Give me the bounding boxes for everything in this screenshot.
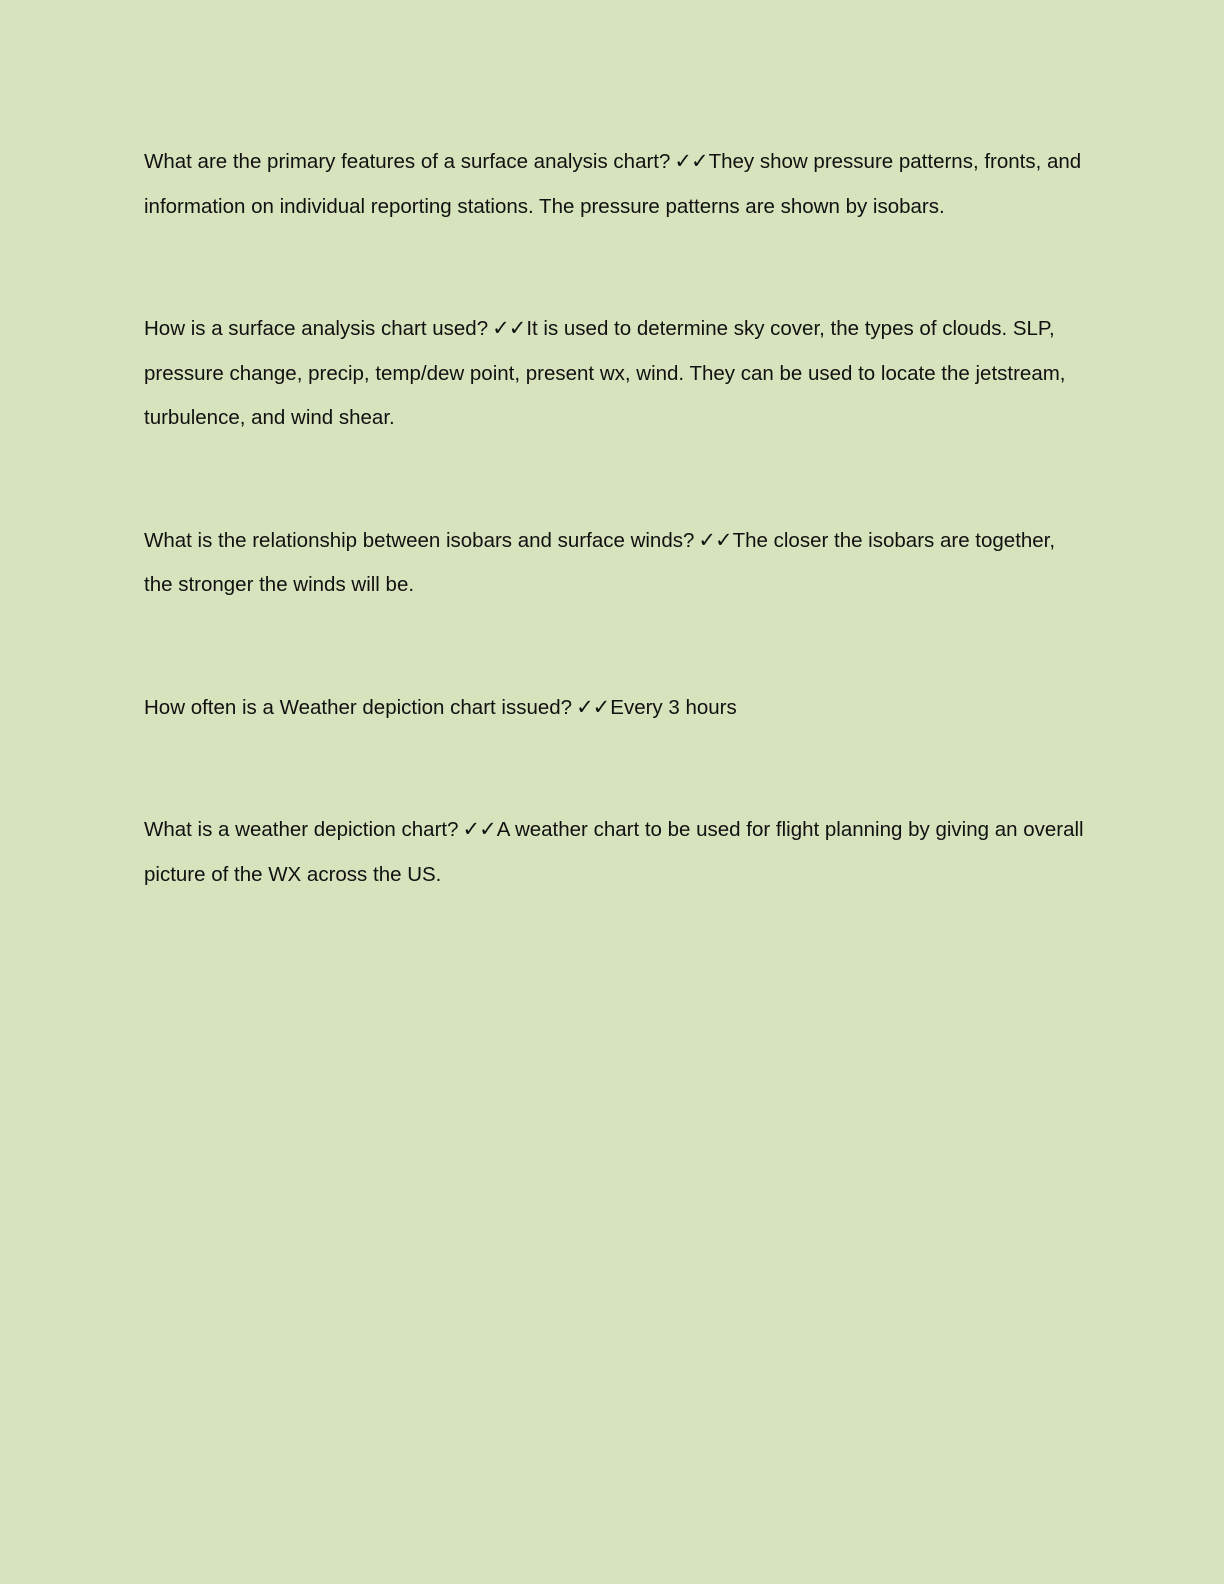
- qa-item: [144, 685, 1084, 731]
- question-text: What are the primary features of a surface analysis chart?: [144, 150, 671, 173]
- qa-item: [144, 518, 1084, 608]
- answer-text: The closer the isobars are together, the stronger the winds will be.: [144, 528, 1056, 596]
- qa-item: [144, 139, 1084, 229]
- answer-text: A weather chart to be used for flight planning by giving an overall picture of the WX across the US.: [144, 818, 1084, 886]
- qa-item: [144, 306, 1084, 441]
- question-text: How is a surface analysis chart used?: [144, 317, 489, 340]
- answer-text: It is used to determine sky cover, the types of clouds. SLP, pressure change, precip, temp/dew point, present wx, wind. They can be used to locate the jetstream, turbulence, and wind shear.: [144, 317, 1066, 429]
- double-check-icon: ✓✓: [492, 316, 526, 340]
- double-check-icon: ✓✓: [462, 817, 496, 841]
- double-check-icon: ✓✓: [698, 527, 732, 552]
- document-body: [144, 139, 1084, 897]
- answer-text: Every 3 hours: [610, 695, 737, 719]
- answer-text: They show pressure patterns, fronts, and information on individual reporting stations. The pressure patterns are shown by isobars.: [144, 150, 1082, 218]
- qa-item: [144, 807, 1084, 897]
- question-text: How often is a Weather depiction chart issued?: [144, 695, 573, 719]
- question-text: What is a weather depiction chart?: [144, 818, 459, 841]
- double-check-icon: ✓✓: [576, 694, 610, 719]
- double-check-icon: ✓✓: [674, 149, 708, 173]
- question-text: What is the relationship between isobars and surface winds?: [144, 528, 695, 552]
